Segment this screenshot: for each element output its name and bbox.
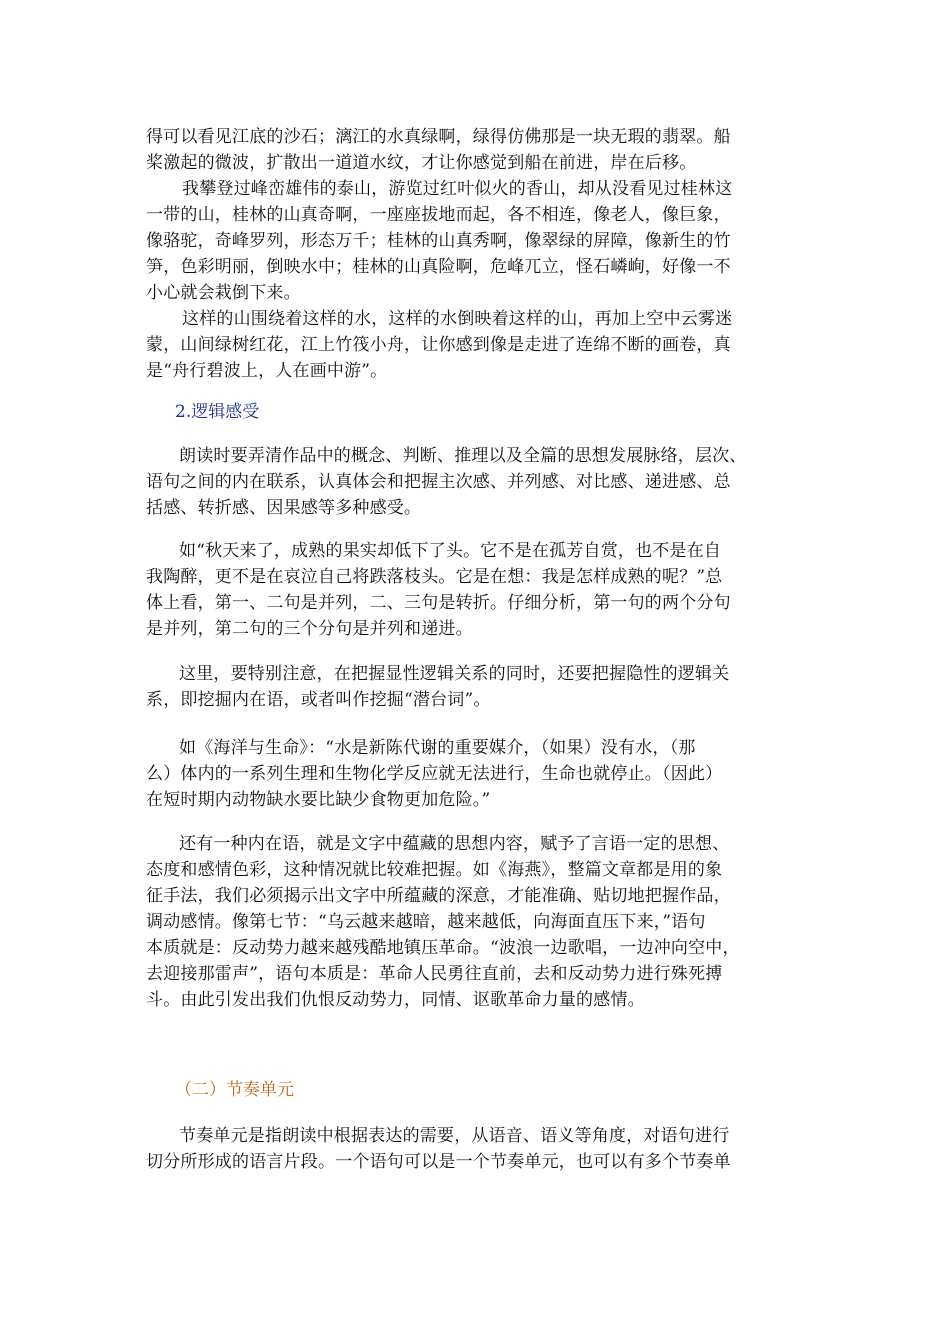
paragraph-inner-language — [146, 831, 806, 1013]
text-line: 征手法，我们必须揭示出文字中所蕴藏的深意，才能准确、贴切地把握作品， — [146, 886, 731, 906]
text-line: 斗。由此引发出我们仇恨反动势力，同情、讴歌革命力量的感情。 — [146, 990, 645, 1010]
text-line: 一带的山，桂林的山真奇啊，一座座拔地而起，各不相连，像老人，像巨象， — [146, 205, 731, 225]
text-line: 还有一种内在语，就是文字中蕴藏的思想内容，赋予了言语一定的思想、 — [179, 834, 730, 854]
paragraph-autumn — [146, 538, 806, 642]
section-heading-rhythm: （二）节奏单元 — [175, 1080, 294, 1100]
text-line: 系，即挖掘内在语，或者叫作挖掘“潜台词”。 — [146, 690, 491, 710]
text-line: 像骆驼，奇峰罗列，形态万千；桂林的山真秀啊，像翠绿的屏障，像新生的竹 — [146, 231, 731, 251]
text-line: 这样的山围绕着这样的水，这样的水倒映着这样的山，再加上空中云雾迷 — [182, 309, 733, 329]
text-line: 括感、转折感、因果感等多种感受。 — [146, 498, 422, 518]
text-line: 是并列，第二句的三个分句是并列和递进。 — [146, 619, 473, 639]
text-line: 节奏单元是指朗读中根据表达的需要，从语音、语义等角度，对语句进行 — [179, 1126, 730, 1146]
text-line: 去迎接那雷声”，语句本质是：革命人民勇往直前，去和反动势力进行殊死搏 — [146, 964, 723, 984]
text-line: 态度和感情色彩，这种情况就比较难把握。如《海燕》，整篇文章都是用的象 — [146, 860, 723, 880]
text-line: 朗读时要弄清作品中的概念、判断、推理以及全篇的思想发展脉络，层次、 — [179, 446, 747, 466]
paragraph-concept — [146, 443, 806, 521]
paragraph-hidden-logic — [146, 661, 806, 713]
text-line: 调动感情。像第七节：“乌云越来越暗，越来越低，向海面直压下来，”语句 — [146, 912, 706, 932]
text-line: 得可以看见江底的沙石；漓江的水真绿啊，绿得仿佛那是一块无瑕的翡翠。船 — [146, 127, 731, 147]
text-line: 我攀登过峰峦雄伟的泰山，游览过红叶似火的香山，却从没看见过桂林这 — [182, 179, 733, 199]
text-line: 桨激起的微波，扩散出一道道水纹，才让你感觉到船在前进，岸在后移。 — [146, 153, 697, 173]
guilin-passage — [146, 124, 806, 384]
paragraph-ocean-life — [146, 735, 806, 813]
text-line: 笋，色彩明丽，倒映水中；桂林的山真险啊，危峰兀立，怪石嶙峋，好像一不 — [146, 257, 731, 277]
section-heading-logic: 2.逻辑感受 — [175, 402, 260, 422]
text-line: 蒙，山间绿树红花，江上竹筏小舟，让你感到像是走进了连绵不断的画卷，真 — [146, 335, 731, 355]
text-line: 体上看，第一、二句是并列，二、三句是转折。仔细分析，第一句的两个分句 — [146, 593, 731, 613]
text-line: 我陶醉，更不是在哀泣自己将跌落枝头。它是在想：我是怎样成熟的呢？”总 — [146, 567, 723, 587]
text-line: 这里，要特别注意，在把握显性逻辑关系的同时，还要把握隐性的逻辑关 — [179, 664, 730, 684]
text-line: 如“秋天来了，成熟的果实却低下了头。它不是在孤芳自赏，也不是在自 — [179, 541, 722, 561]
text-line: 切分所形成的语言片段。一个语句可以是一个节奏单元，也可以有多个节奏单 — [146, 1152, 731, 1172]
text-line: 本质就是：反动势力越来越残酷地镇压革命。“波浪一边歌唱，一边冲向空中， — [146, 938, 740, 958]
text-line: 小心就会栽倒下来。 — [146, 283, 301, 303]
text-line: 是“舟行碧波上，人在画中游”。 — [146, 361, 388, 381]
paragraph-rhythm-unit — [146, 1123, 806, 1175]
text-line: 语句之间的内在联系，认真体会和把握主次感、并列感、对比感、递进感、总 — [146, 472, 731, 492]
text-line: 如《海洋与生命》：“水是新陈代谢的重要媒介，（如果）没有水，（那 — [179, 738, 696, 758]
text-line: 在短时期内动物缺水要比缺少食物更加危险。” — [146, 790, 491, 810]
text-line: 么）体内的一系列生理和生物化学反应就无法进行，生命也就停止。（因此） — [146, 764, 723, 784]
